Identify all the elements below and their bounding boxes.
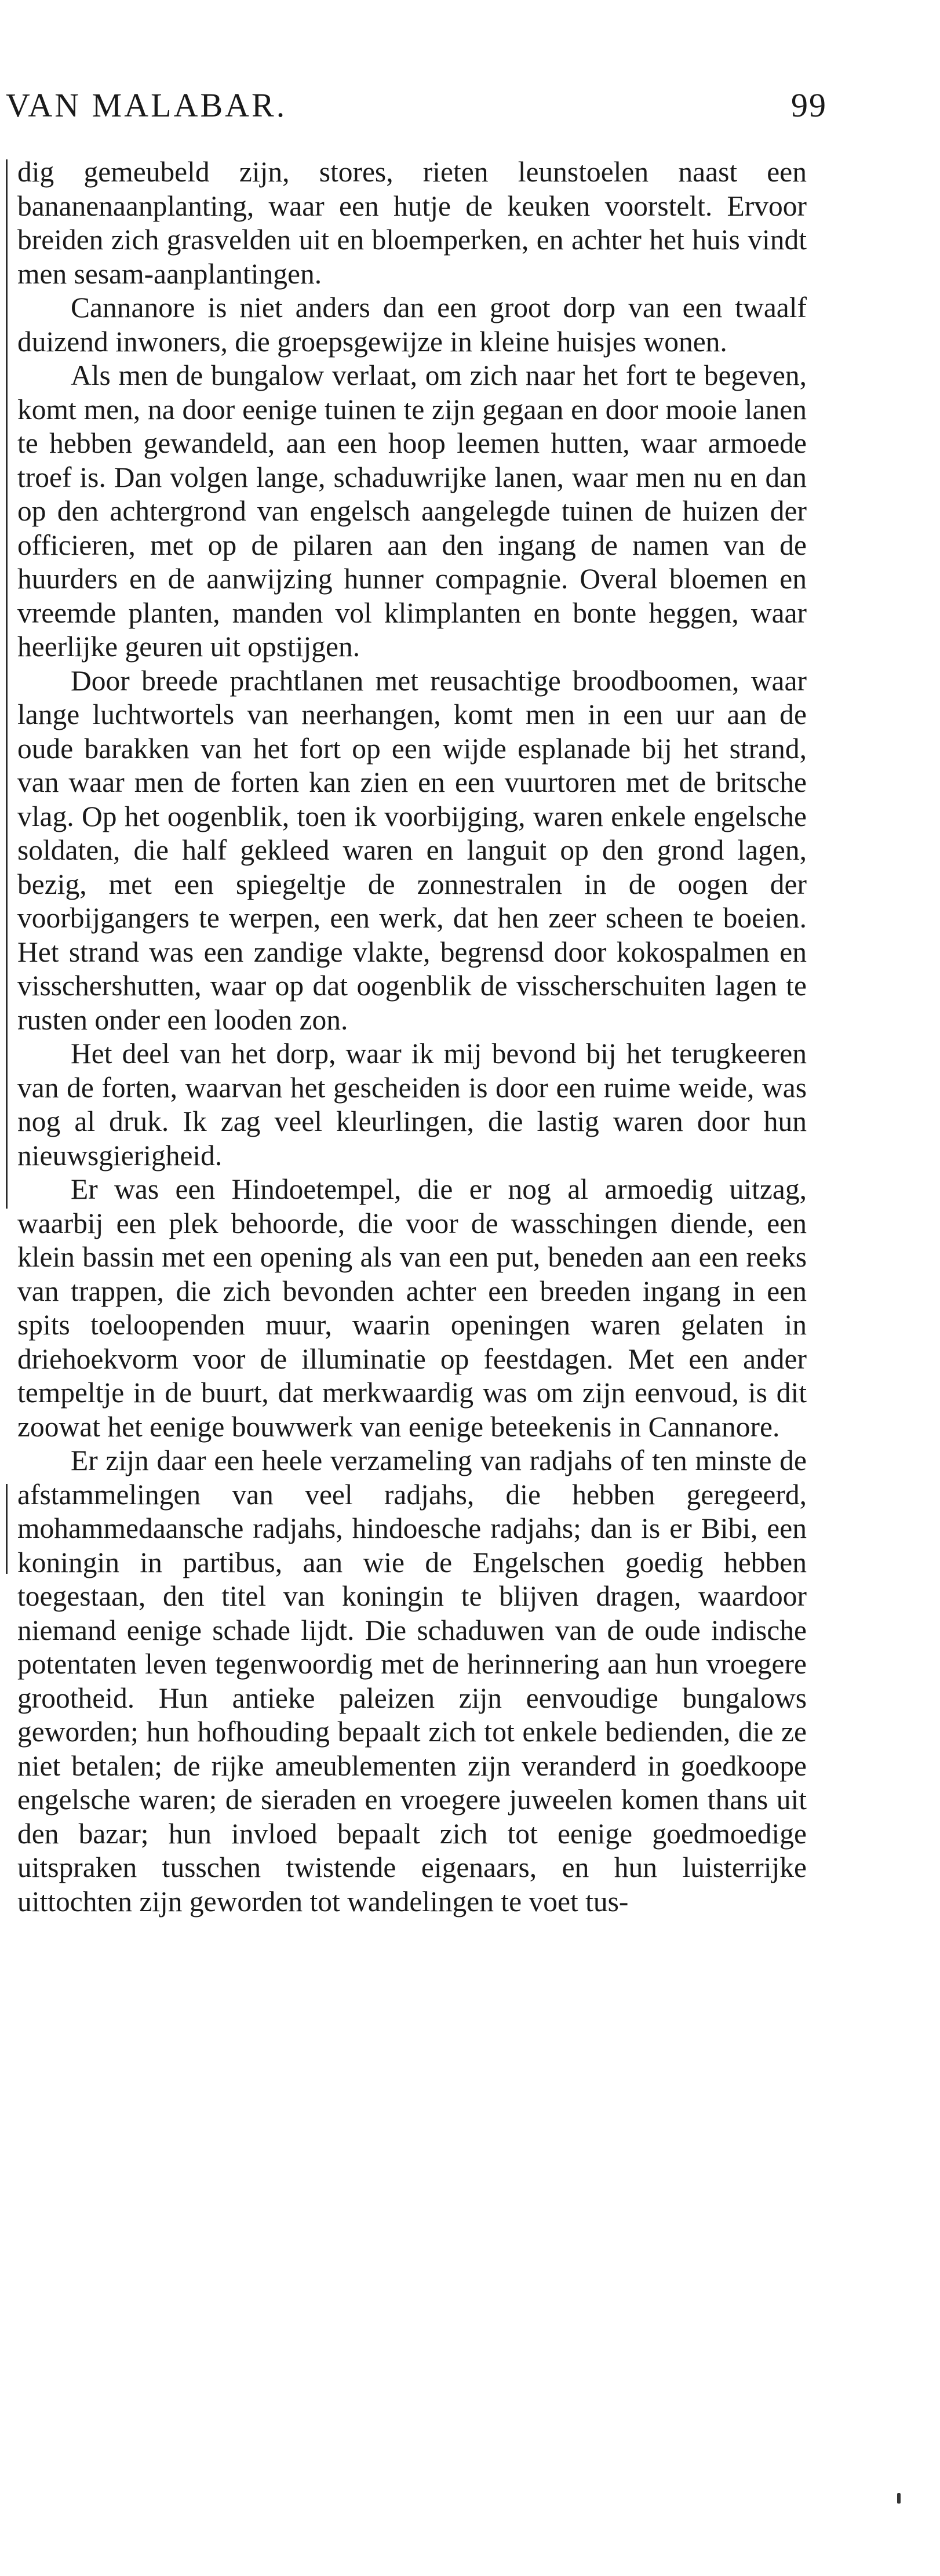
print-speck (897, 2493, 901, 2504)
body-text (17, 155, 807, 1919)
page-number: 99 (791, 86, 827, 124)
page-header (6, 86, 827, 132)
margin-line-lower (6, 1484, 8, 1574)
paragraph: dig gemeubeld zijn, stores, rieten leunstoelen naast een bananenaanplanting, waar een hutje de keuken voorstelt. Ervoor breiden zich grasvelden uit en bloemperken, en achter het huis vindt men sesam-aanplantingen. (17, 156, 807, 290)
paragraph: Er zijn daar een heele verzameling van radjahs of ten minste de afstammelingen van veel radjahs, die hebben geregeerd, mohammedaansche radjahs, hindoesche radjahs; dan is er Bibi, een koningin in partibus, aan wie de Engelschen goedig hebben toegestaan, den titel van koningin te blijven dragen, waardoor niemand eenige schade lijdt. Die schaduwen van de oude indische potentaten leven tegenwoordig met de herinnering aan hun vroegere grootheid. Hun antieke paleizen zijn eenvoudige bungalows geworden; hun hofhouding bepaalt zich tot enkele bedienden, die ze niet betalen; de rijke ameublementen zijn veranderd in goedkoope engelsche waren; de sieraden en vroegere juweelen komen thans uit den bazar; hun invloed bepaalt zich tot eenige goedmoedige uitspraken tusschen twistende eigenaars, en hun luisterrijke uittochten zijn geworden tot wandelingen te voet tus- (17, 1445, 807, 1918)
paragraph: Het deel van het dorp, waar ik mij bevond bij het terugkeeren van de forten, waarvan het gescheiden is door een ruime weide, was nog al druk. Ik zag veel kleurlingen, die lastig waren door hun nieuwsgierigheid. (17, 1038, 807, 1171)
paragraph: Er was een Hindoetempel, die er nog al armoedig uitzag, waarbij een plek behoorde, die voor de wasschingen diende, een klein bassin met een opening als van een put, beneden aan een reeks van trappen, die zich bevonden achter een breeden ingang in een spits toeloopenden muur, waarin openingen waren gelaten in driehoekvorm voor de illuminatie op feestdagen. Met een ander tempeltje in de buurt, dat merkwaardig was om zijn eenvoud, is dit zoowat het eenige bouwwerk van eenige beteekenis in Cannanore. (17, 1173, 807, 1443)
running-head: VAN MALABAR. (6, 86, 287, 124)
paragraph: Cannanore is niet anders dan een groot dorp van een twaalf duizend inwoners, die groepsgewijze in kleine huisjes wonen. (17, 292, 807, 358)
paragraph: Door breede prachtlanen met reusachtige broodboomen, waar lange luchtwortels van neerhangen, komt men in een uur aan de oude barakken van het fort op een wijde esplanade bij het strand, van waar men de forten kan zien en een vuurtoren met de britsche vlag. Op het oogenblik, toen ik voorbijging, waren enkele engelsche soldaten, die half gekleed waren en languit op den grond lagen, bezig, met een spiegeltje de zonnestralen in de oogen der voorbijgangers te werpen, een werk, dat hen zeer scheen te boeien. Het strand was een zandige vlakte, begrensd door kokospalmen en visschershutten, waar op dat oogenblik de visscherschuiten lagen te rusten onder een looden zon. (17, 664, 807, 1036)
margin-line-upper (6, 159, 8, 1209)
paragraph: Als men de bungalow verlaat, om zich naar het fort te begeven, komt men, na door eenige tuinen te zijn gegaan en door mooie lanen te hebben gewandeld, aan een hoop leemen hutten, waar armoede troef is. Dan volgen lange, schaduwrijke lanen, waar men nu en dan op den achtergrond van engelsch aangelegde tuinen de huizen der officieren, met op de pilaren aan den ingang de namen van de huurders en de aanwijzing hunner compagnie. Overal bloemen en vreemde planten, manden vol klimplanten en bonte heggen, waar heerlijke geuren uit opstijgen. (17, 359, 807, 663)
